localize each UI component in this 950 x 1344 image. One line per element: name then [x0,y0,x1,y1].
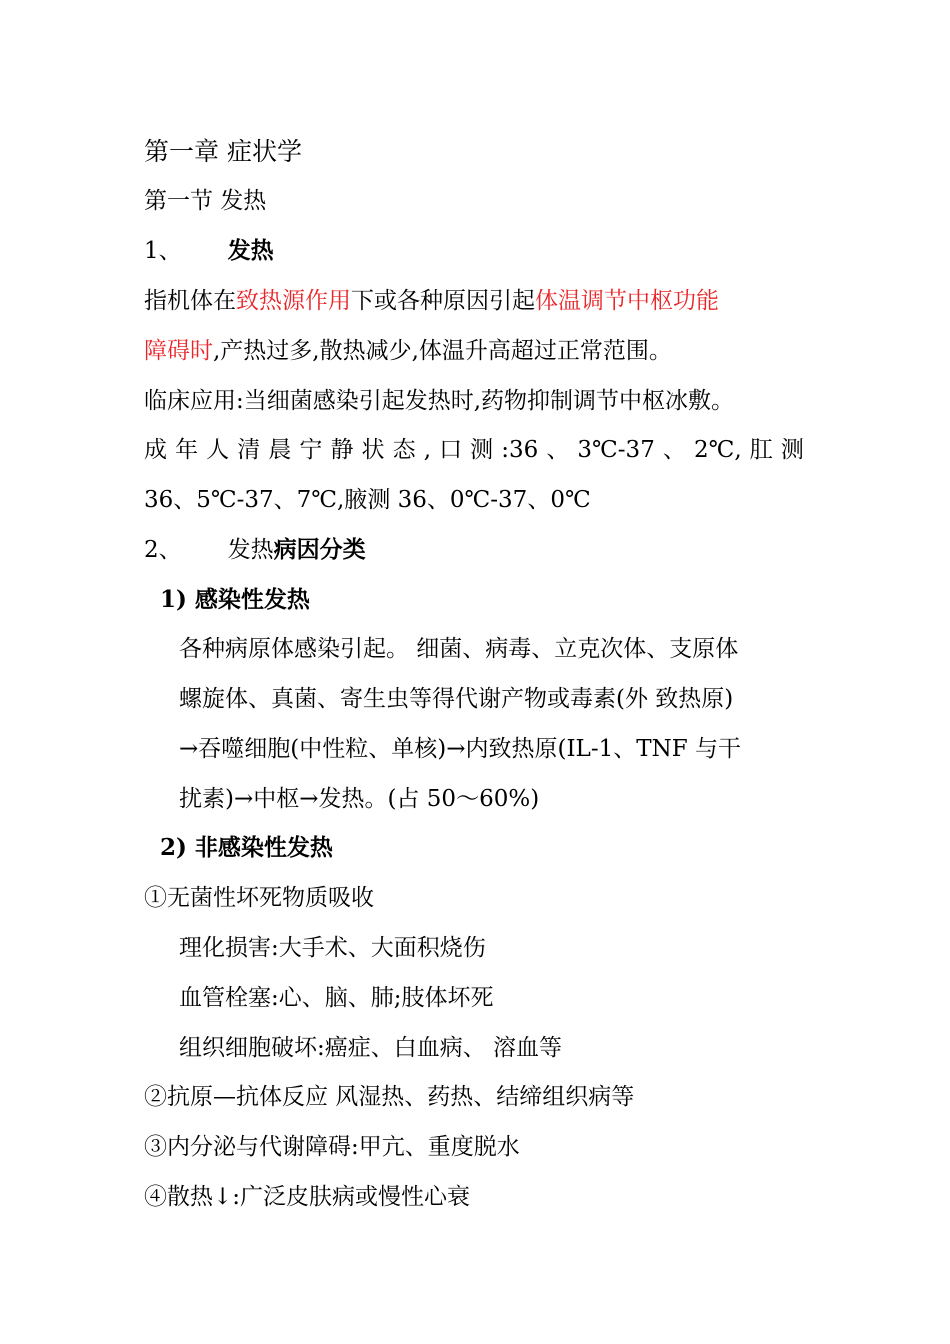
noninfectious-heading: 2) 非感染性发热 [160,834,333,861]
definition-part2: 下或各种原因引起 [351,288,535,314]
infectious-heading: 1) 感染性发热 [160,586,310,613]
definition-line-2 [144,336,672,366]
normal-temp-token: :36 [501,437,539,463]
section-title: 第一节 发热 [144,188,267,214]
noninfectious-sub4: ④散热↓:广泛皮肤病或慢性心衰 [144,1184,471,1210]
item-1-heading: 发热 [227,237,274,264]
infectious-line: →吞噬细胞(中性粒、单核)→内致热原(IL-1、TNF 与干 [179,736,741,762]
normal-temp-token: 宁 [299,437,323,463]
noninfectious-sub2: ②抗原—抗体反应 风湿热、药热、结缔组织病等 [144,1084,635,1110]
normal-temp-token: 静 [330,437,354,463]
normal-temp-line-1 [144,435,804,465]
item-2-text-bold: 病因分类 [273,536,366,563]
noninfectious-sub1-item: 理化损害:大手术、大面积烧伤 [179,935,486,961]
definition-part3: ,产热过多,散热减少,体温升高超过正常范围。 [213,338,672,364]
normal-temp-line-2: 36、5℃-37、7℃,腋测 36、0℃-37、0℃ [144,487,591,513]
definition-part1: 指机体在 [144,288,236,314]
infectious-line: 螺旋体、真菌、寄生虫等得代谢产物或毒素(外 致热原) [179,686,734,712]
clinical-application: 临床应用:当细菌感染引起发热时,药物抑制调节中枢冰敷。 [144,388,735,414]
noninfectious-sub1-item: 组织细胞破坏:癌症、白血病、 溶血等 [179,1035,563,1061]
definition-line-1 [144,286,719,316]
chapter-title: 第一章 症状学 [144,137,302,166]
normal-temp-token: 状 [361,437,385,463]
normal-temp-token: 晨 [268,437,292,463]
item-1-number: 1、 [144,238,182,264]
normal-temp-token: 、 [662,437,686,463]
normal-temp-token: 测 [470,437,494,463]
normal-temp-token: 清 [237,437,261,463]
normal-temp-token: 2℃, [693,437,742,463]
item-2-number: 2、 [144,537,182,563]
normal-temp-token: 态 [392,437,416,463]
normal-temp-token: 肛 [749,437,773,463]
normal-temp-token: 口 [439,437,463,463]
normal-temp-token: 成 [144,437,167,463]
normal-temp-token: , [423,437,432,463]
infectious-line: 各种病原体感染引起。 细菌、病毒、立克次体、支原体 [179,636,739,662]
item-2-text-plain: 发热 [227,537,274,563]
definition-red1: 致热源作用 [236,288,351,314]
normal-temp-token: 3℃-37 [577,437,655,463]
normal-temp-token: 、 [546,437,570,463]
definition-red2: 体温调节中枢功能 [535,288,719,314]
normal-temp-token: 年 [175,437,199,463]
noninfectious-sub3: ③内分泌与代谢障碍:甲亢、重度脱水 [144,1134,520,1160]
normal-temp-token: 测 [780,437,804,463]
normal-temp-token: 人 [206,437,230,463]
noninfectious-sub1: ①无菌性坏死物质吸收 [144,885,374,911]
item-1-heading-line [144,236,274,266]
definition-red3: 障碍时 [144,338,213,364]
item-2-heading-line [144,535,366,565]
noninfectious-sub1-item: 血管栓塞:心、脑、肺;肢体坏死 [179,985,494,1011]
infectious-line: 扰素)→中枢→发热。(占 50～60%) [179,786,540,812]
